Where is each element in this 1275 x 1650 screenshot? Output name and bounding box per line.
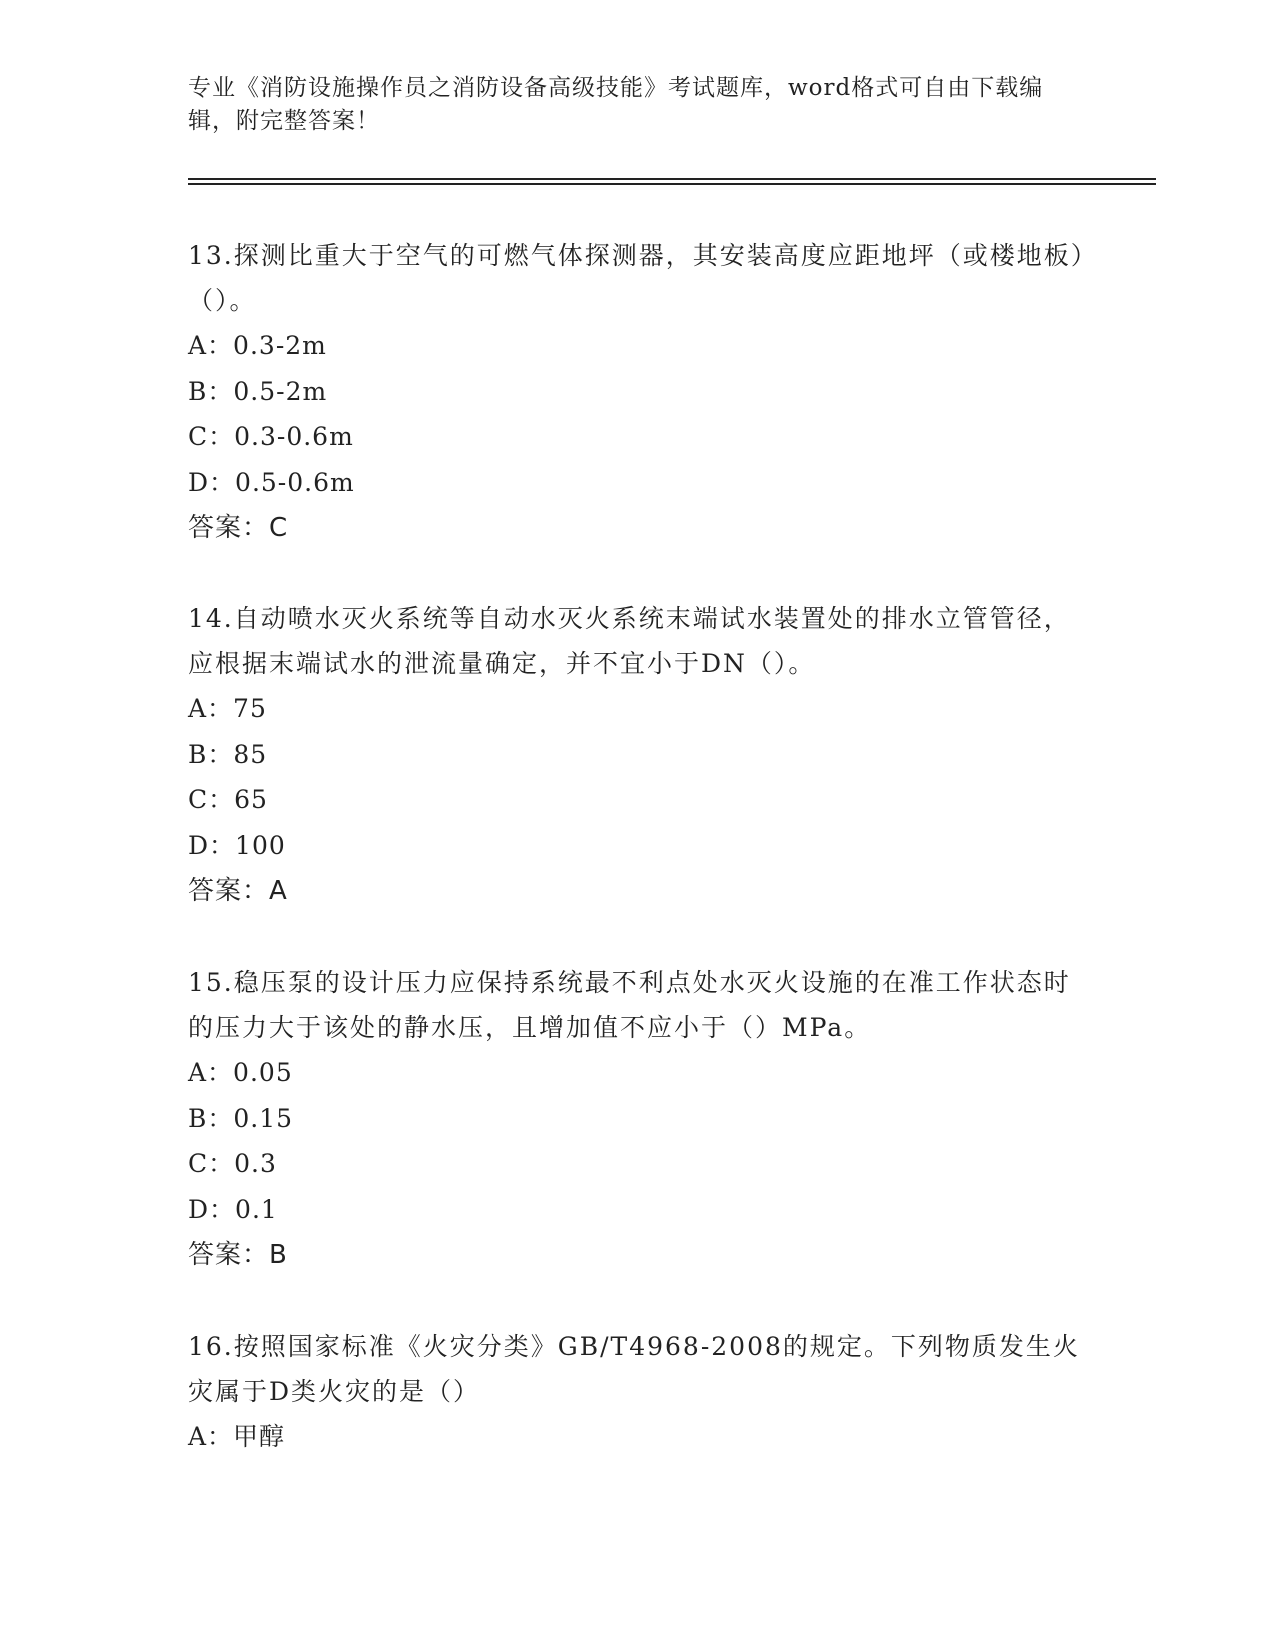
option-c: C：65	[188, 785, 268, 814]
question-15	[188, 960, 1088, 1278]
question-stem: 15.稳压泵的设计压力应保持系统最不利点处水灭火设施的在准工作状态时的压力大于该处的静水压，且增加值不应小于（）MPa。	[188, 968, 1071, 1042]
header-divider-top	[188, 178, 1156, 180]
option-b: B：0.15	[188, 1103, 294, 1133]
question-stem: 16.按照国家标准《火灾分类》GB/T4968-2008的规定。下列物质发生火灾属于D类火灾的是（）	[188, 1332, 1080, 1406]
option-c: C：0.3-0.6m	[188, 422, 354, 451]
option-d: D：0.5-0.6m	[188, 467, 355, 497]
option-a: A：0.05	[188, 1058, 293, 1087]
header-divider-bottom	[188, 183, 1156, 185]
option-b: B：0.5-2m	[188, 376, 328, 406]
answer: 答案：A	[188, 876, 288, 906]
option-d: D：0.1	[188, 1194, 278, 1224]
question-stem: 14.自动喷水灭火系统等自动水灭火系统末端试水装置处的排水立管管径，应根据末端试水的泄流量确定，并不宜小于DN（）。	[188, 604, 1071, 678]
question-13	[188, 233, 1088, 551]
question-16	[188, 1324, 1088, 1460]
option-b: B：85	[188, 739, 268, 769]
question-14	[188, 596, 1088, 914]
option-a: A：75	[188, 694, 267, 723]
question-stem: 13.探测比重大于空气的可燃气体探测器，其安装高度应距地坪（或楼地板）（）。	[188, 241, 1086, 315]
answer: 答案：C	[188, 513, 289, 543]
option-d: D：100	[188, 830, 286, 860]
option-a: A：甲醇	[188, 1422, 286, 1451]
document-header: 专业《消防设施操作员之消防设备高级技能》考试题库，word格式可自由下载编辑，附完整答案！	[188, 75, 1044, 134]
option-c: C：0.3	[188, 1149, 277, 1178]
answer: 答案：B	[188, 1240, 288, 1270]
option-a: A：0.3-2m	[188, 331, 327, 360]
